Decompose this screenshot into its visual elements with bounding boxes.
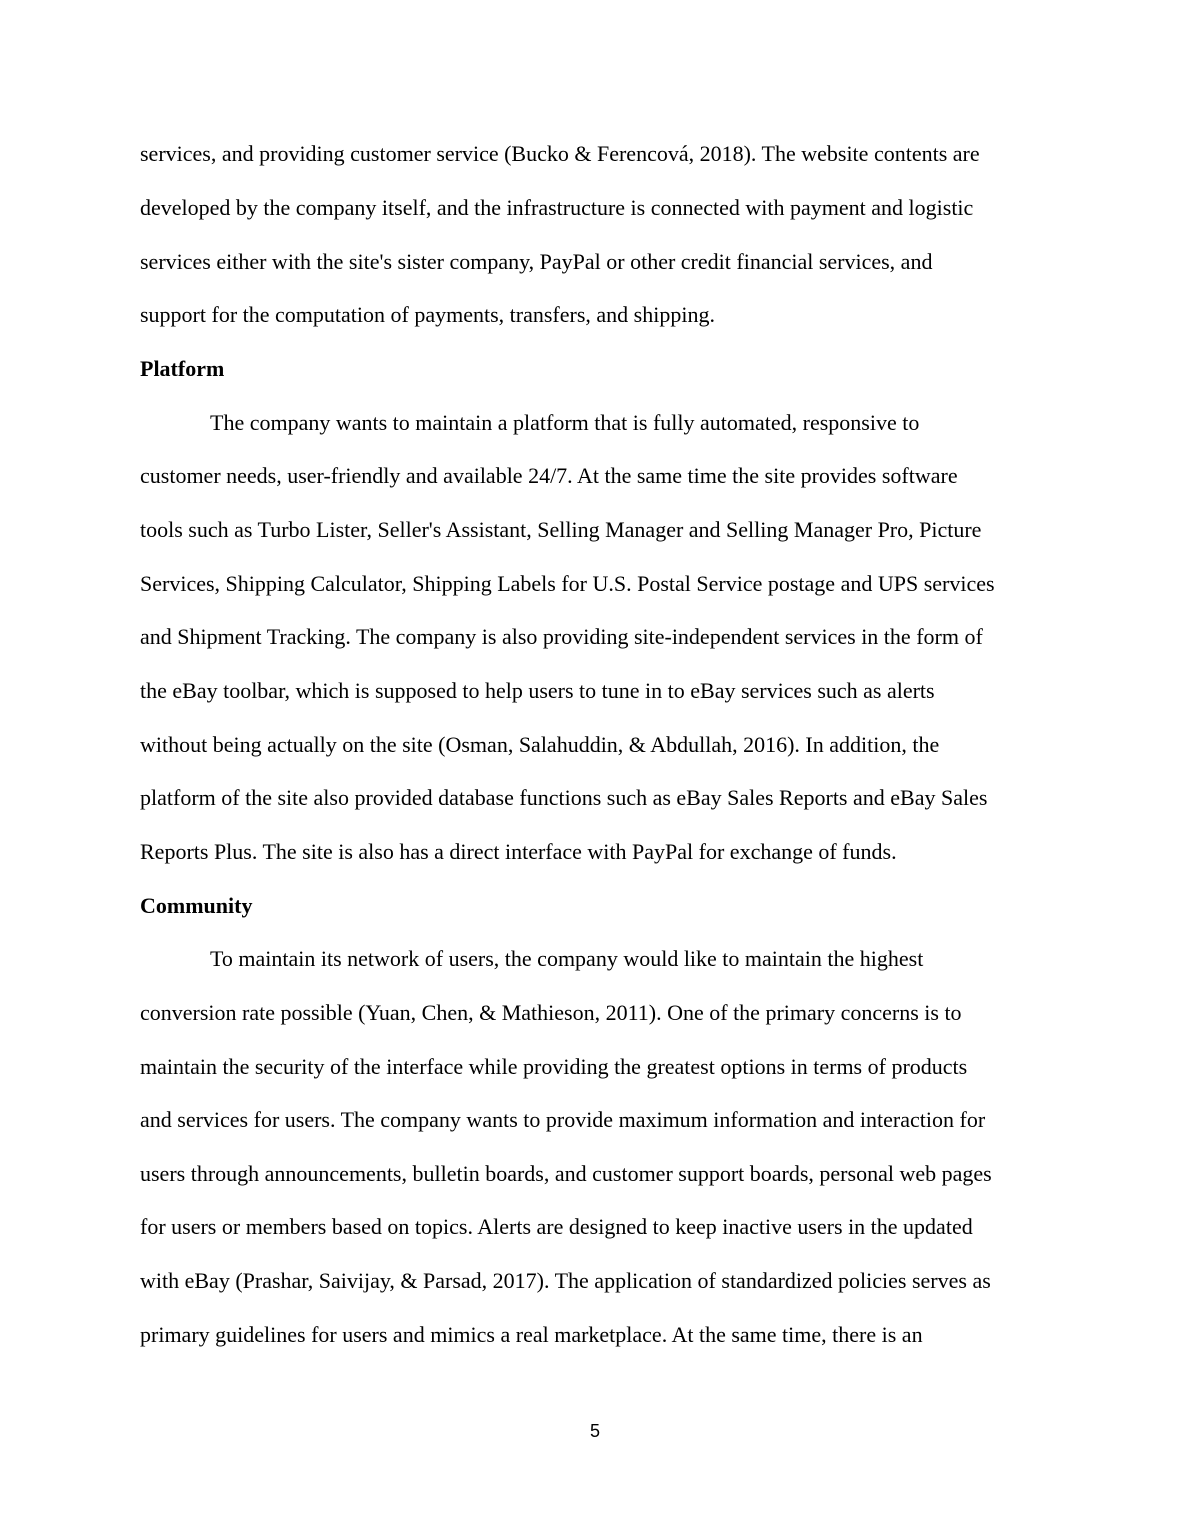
- platform-line-4: Services, Shipping Calculator, Shipping Labels for U.S. Postal Service postage and UPS services: [140, 571, 995, 596]
- community-line-7: with eBay (Prashar, Saivijay, & Parsad, 2017). The application of standardized policies serves as: [140, 1268, 991, 1293]
- community-line-8: primary guidelines for users and mimics a real marketplace. At the same time, there is an: [140, 1322, 923, 1347]
- intro-line-2: developed by the company itself, and the infrastructure is connected with payment and logistic: [140, 195, 974, 220]
- platform-line-5: and Shipment Tracking. The company is also providing site-independent services in the form of: [140, 624, 983, 649]
- platform-line-3: tools such as Turbo Lister, Seller's Assistant, Selling Manager and Selling Manager Pro, Picture: [140, 517, 982, 542]
- platform-line-2: customer needs, user-friendly and available 24/7. At the same time the site provides software: [140, 463, 958, 488]
- platform-line-6: the eBay toolbar, which is supposed to help users to tune in to eBay services such as alerts: [140, 678, 935, 703]
- community-line-6: for users or members based on topics. Alerts are designed to keep inactive users in the updated: [140, 1214, 973, 1239]
- platform-line-8: platform of the site also provided database functions such as eBay Sales Reports and eBay Sales: [140, 785, 988, 810]
- intro-line-1: services, and providing customer service (Bucko & Ferencová, 2018). The website contents are: [140, 141, 980, 166]
- community-line-1: To maintain its network of users, the company would like to maintain the highest: [210, 946, 924, 971]
- platform-line-9: Reports Plus. The site is also has a direct interface with PayPal for exchange of funds.: [140, 839, 897, 864]
- community-line-2: conversion rate possible (Yuan, Chen, & Mathieson, 2011). One of the primary concerns is to: [140, 1000, 962, 1025]
- page-number: 5: [589, 1421, 600, 1441]
- intro-line-3: services either with the site's sister company, PayPal or other credit financial services, and: [140, 249, 933, 274]
- community-line-4: and services for users. The company wants to provide maximum information and interaction for: [140, 1107, 986, 1132]
- community-line-3: maintain the security of the interface while providing the greatest options in terms of products: [140, 1054, 968, 1079]
- community-line-5: users through announcements, bulletin boards, and customer support boards, personal web pages: [140, 1161, 992, 1186]
- platform-line-1: The company wants to maintain a platform that is fully automated, responsive to: [210, 410, 920, 435]
- community-heading: Community: [140, 893, 253, 918]
- platform-heading: Platform: [140, 356, 225, 381]
- intro-line-4: support for the computation of payments, transfers, and shipping.: [140, 302, 715, 327]
- platform-line-7: without being actually on the site (Osman, Salahuddin, & Abdullah, 2016). In addition, the: [140, 732, 940, 757]
